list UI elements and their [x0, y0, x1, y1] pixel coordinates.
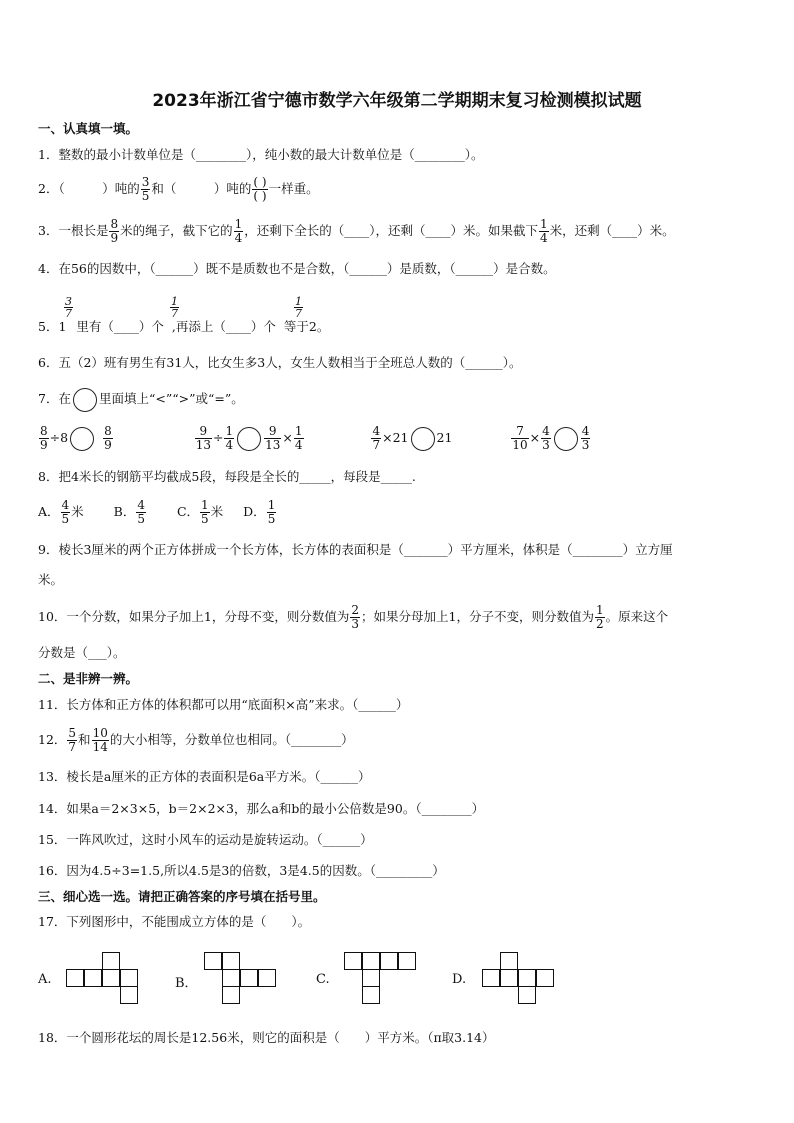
superscript-fraction: 1 7	[295, 295, 302, 320]
question-2: 2．（ ）吨的 $\frac{3}{5}$ 和（ ）吨的 ( ) ( ) 一样重。	[38, 175, 319, 203]
question-15: 15．一阵风吹过，这时小风车的运动是旋转运动。（______）	[38, 832, 373, 847]
answer-circle[interactable]	[554, 427, 578, 451]
fraction: $\frac{3}{5}$	[141, 175, 150, 203]
answer-circle[interactable]	[237, 427, 261, 451]
question-16: 16．因为4.5÷3=1.5,所以4.5是3的倍数，3是4.5的因数。（_________）	[38, 863, 445, 878]
answer-circle[interactable]	[73, 388, 97, 412]
answer-circle[interactable]	[411, 427, 435, 451]
fraction: $\frac{1}{4}$	[234, 217, 243, 245]
question-7: 7．在 里面填上“<”“>”或“=”。	[38, 386, 244, 412]
option-d-label: D.	[452, 972, 467, 987]
question-4: 4．在56的因数中，（______）既不是质数也不是合数，（______）是质数，（______）是合数。	[38, 261, 556, 276]
option-b-label: B．	[175, 976, 198, 991]
page-title: 2023年浙江省宁德市数学六年级第二学期期末复习检测模拟试题	[152, 91, 642, 111]
question-7-expressions: $\frac{8}{9}$ ÷8 $\frac{8}{9}$ $\frac{9}{13}$ ÷ $\frac{1}{4}$ $\frac{9}{13}$ × $\frac{1}{4}$ $\frac{4}{7}$ ×21 21 $\frac{7}{10}$ × $\frac{4}{3}$ $\frac{4}{3}$	[40, 424, 590, 452]
section-2-heading: 二、是非辨一辨。	[38, 671, 139, 686]
option-a-label: A.	[38, 972, 52, 987]
question-18: 18．一个圆形花坛的周长是12.56米，则它的面积是（ ）平方米。（π取3.14）	[38, 1030, 495, 1045]
superscript-fraction: 3 7	[65, 295, 72, 320]
question-13: 13．棱长是a厘米的正方体的表面积是6a平方米。（______）	[38, 769, 371, 784]
question-9-cont: 米。	[38, 572, 64, 587]
answer-circle[interactable]	[70, 427, 94, 451]
superscript-fraction: 1 7	[171, 295, 178, 320]
question-8-options: A． $\frac{4}{5}$ 米 B． $\frac{4}{5}$ C． $\frac{1}{5}$ 米 D． $\frac{1}{5}$	[38, 498, 276, 526]
question-6: 6．五（2）班有男生有31人，比女生多3人，女生人数相当于全班总人数的（______）。	[38, 355, 522, 370]
question-17: 17．下列图形中，不能围成立方体的是（ ）。	[38, 914, 311, 929]
question-10: 10．一个分数，如果分子加上1，分母不变，则分数值为 $\frac{2}{3}$ ；如果分母加上1，分子不变，则分数值为 $\frac{1}{2}$ 。原来这个	[38, 603, 669, 631]
fraction: $\frac{1}{4}$	[540, 217, 548, 245]
question-9: 9．棱长3厘米的两个正方体拼成一个长方体，长方体的表面积是（_______）平方厘米，体积是（________）立方厘	[38, 542, 673, 557]
section-3-heading: 三、细心选一选。请把正确答案的序号填在括号里。	[38, 889, 326, 904]
question-8: 8．把4米长的钢筋平均截成5段，每段是全长的_____，每段是_____.	[38, 469, 416, 484]
question-1: 1．整数的最小计数单位是（________），纯小数的最大计数单位是（________）。	[38, 147, 484, 162]
question-11: 11．长方体和正方体的体积都可以用“底面积×高”来求。（______）	[38, 697, 409, 712]
fraction: $\frac{8}{9}$	[110, 217, 119, 245]
question-10-cont: 分数是（___）。	[38, 645, 126, 660]
question-5: 5．1 里有（____）个 ,再添上（____）个 等于2。	[38, 319, 330, 334]
question-12: 12． $\frac{5}{7}$ 和 $\frac{10}{14}$ 的大小相等，分数单位也相同。（________）	[38, 726, 354, 754]
option-c-label: C.	[316, 972, 330, 987]
question-3: 3．一根长是 $\frac{8}{9}$ 米的绳子，截下它的 $\frac{1}{4}$ ，还剩下全长的（____），还剩（____）米。如果截下 $\frac{1}{4}$ 米，还剩（____）米。	[38, 217, 675, 245]
section-1-heading: 一、认真填一填。	[38, 121, 139, 136]
fraction-blank: ( ) ( )	[253, 175, 267, 203]
question-14: 14．如果a＝2×3×5，b＝2×2×3，那么a和b的最小公倍数是90。（________）	[38, 801, 485, 816]
